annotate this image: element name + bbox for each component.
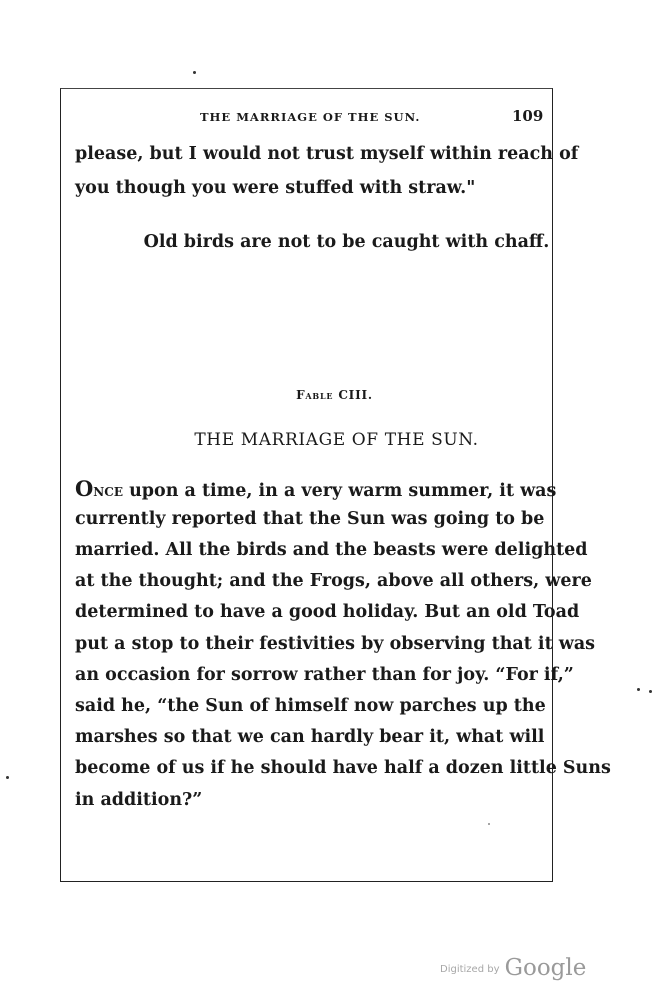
fable-number-word: able xyxy=(305,388,334,402)
text-line: at the thought; and the Frogs, above all others, were xyxy=(75,571,592,591)
fable-number-initial: F xyxy=(296,388,306,402)
text-line: marshes so that we can hardly bear it, what will xyxy=(75,727,545,747)
scan-speck xyxy=(6,776,9,779)
fable-first-line xyxy=(75,476,557,501)
text-line: become of us if he should have half a dozen little Suns xyxy=(75,758,611,778)
text-line: please, but I would not trust myself within reach of xyxy=(75,144,579,164)
watermark-brand: Google xyxy=(504,955,587,981)
text-line: you though you were stuffed with straw." xyxy=(75,178,476,198)
fable-number xyxy=(0,388,661,402)
fable-number-numeral: CIII. xyxy=(338,388,373,402)
fable-title: THE MARRIAGE OF THE SUN. xyxy=(194,430,479,450)
scan-speck xyxy=(649,690,652,693)
page-number: 109 xyxy=(512,107,544,125)
scan-speck xyxy=(488,823,490,825)
dropcap-letter: O xyxy=(75,476,94,501)
first-line-text: upon a time, in a very warm summer, it was xyxy=(129,481,557,501)
text-line: said he, “the Sun of himself now parches up the xyxy=(75,696,546,716)
dropcap-word-rest: nce xyxy=(93,481,123,501)
scan-speck xyxy=(637,688,640,691)
fable-moral: Old birds are not to be caught with chaff. xyxy=(143,232,550,252)
text-line: in addition?” xyxy=(75,790,203,810)
running-head-title: THE MARRIAGE OF THE SUN. xyxy=(200,110,421,124)
text-line: put a stop to their festivities by observing that it was xyxy=(75,634,596,654)
watermark-prefix: Digitized by xyxy=(440,964,500,975)
digitized-watermark xyxy=(440,955,586,981)
text-line: currently reported that the Sun was going to be xyxy=(75,509,545,529)
scan-speck xyxy=(193,71,196,74)
text-line: an occasion for sorrow rather than for joy. “For if,” xyxy=(75,665,574,685)
text-line: married. All the birds and the beasts were delighted xyxy=(75,540,588,560)
text-line: determined to have a good holiday. But an old Toad xyxy=(75,602,580,622)
